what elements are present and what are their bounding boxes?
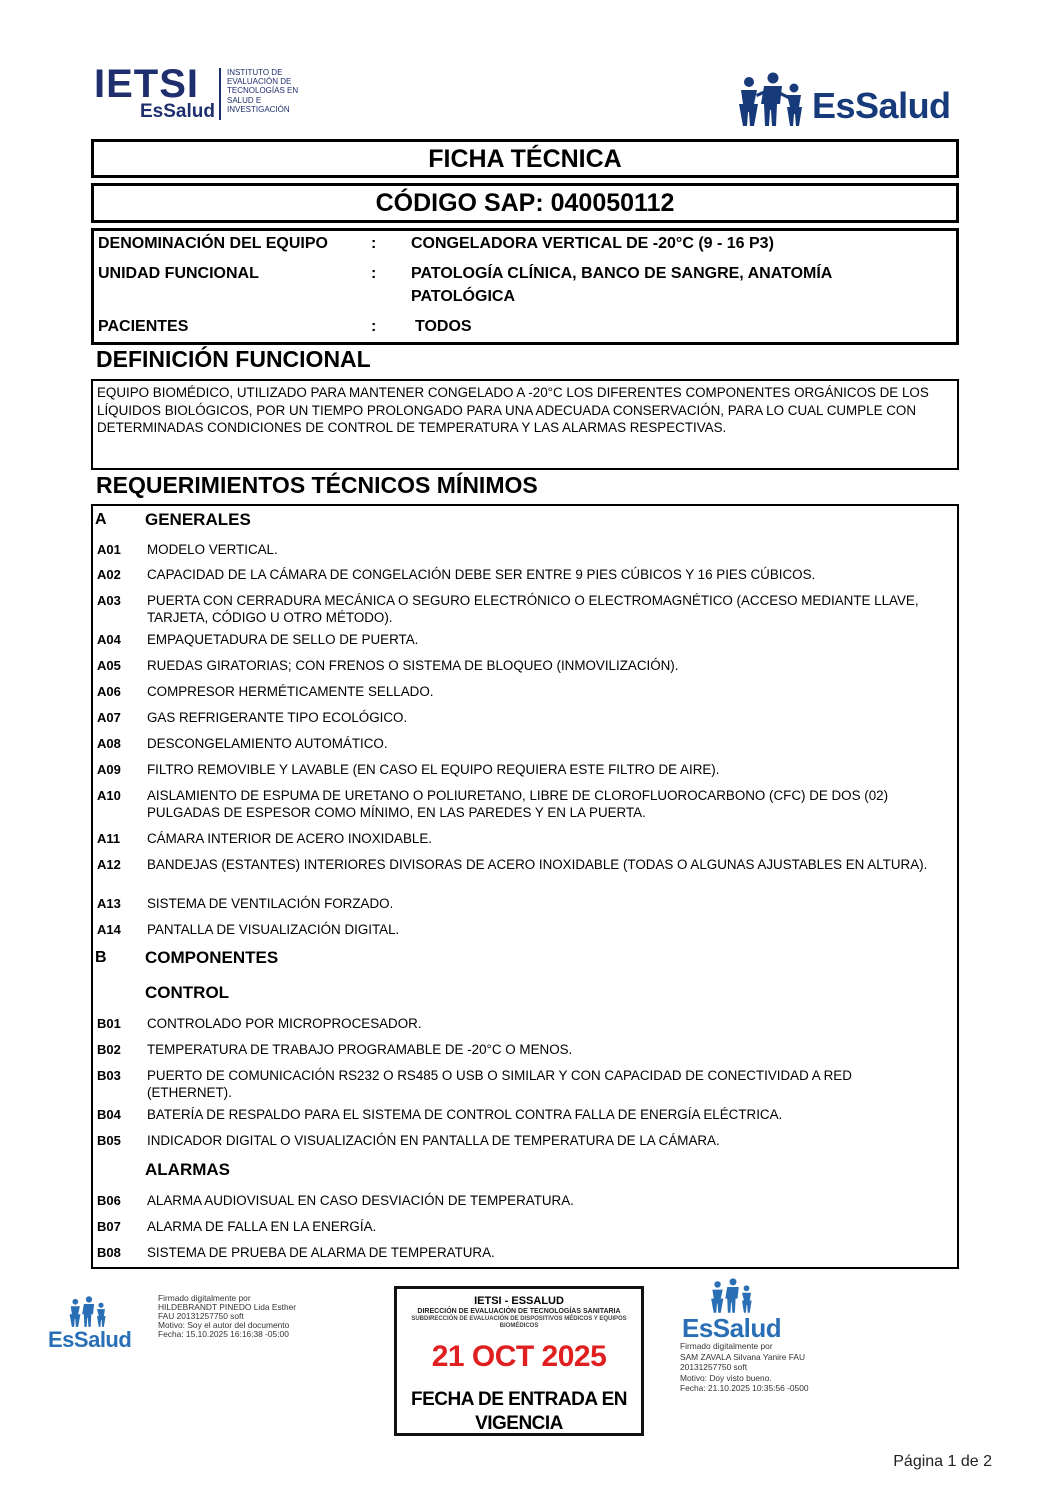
item-code: B04 <box>97 1107 121 1122</box>
family-icon <box>736 72 810 128</box>
digital-signature-right: Firmado digitalmente por SAM ZAVALA Silvana Yanire FAU 20131257750 soft Motivo: Doy visto bueno. Fecha: 21.10.2025 10:35:56 -0500 <box>680 1341 809 1394</box>
page-number: Página 1 de 2 <box>893 1453 992 1470</box>
item-text: CONTROLADO POR MICROPROCESADOR. <box>147 1016 422 1031</box>
equipment-name-value: CONGELADORA VERTICAL DE -20°C (9 - 16 P3) <box>411 235 774 252</box>
ietsi-logo <box>94 64 334 126</box>
identification-box <box>91 228 959 345</box>
functional-definition-text: EQUIPO BIOMÉDICO, UTILIZADO PARA MANTENER CONGELADO A -20°C LOS DIFERENTES COMPONENTES ORGÁNICOS DE LOS LÍQUIDOS BIOLÓGICOS, POR UN TIEMPO PROLONGADO PARA UNA ADECUADA CONSERVACIÓN, PARA LO CUAL CUMPLE CON DETERMINADAS CONDICIONES DE CONTROL DE TEMPERATURA Y LAS ALARMAS RESPECTIVAS. <box>97 385 929 435</box>
item-text: SISTEMA DE VENTILACIÓN FORZADO. <box>147 896 394 911</box>
item-code: A04 <box>97 632 121 647</box>
patients-value: TODOS <box>415 318 472 335</box>
item-text: FILTRO REMOVIBLE Y LAVABLE (EN CASO EL EQUIPO REQUIERA ESTE FILTRO DE AIRE). <box>147 762 720 777</box>
item-code: A06 <box>97 684 121 699</box>
item-text: SISTEMA DE PRUEBA DE ALARMA DE TEMPERATURA. <box>147 1245 495 1260</box>
item-text: TEMPERATURA DE TRABAJO PROGRAMABLE DE -20°C O MENOS. <box>147 1042 573 1057</box>
colon: : <box>371 318 377 335</box>
item-code: A09 <box>97 762 121 777</box>
item-text: INDICADOR DIGITAL O VISUALIZACIÓN EN PANTALLA DE TEMPERATURA DE LA CÁMARA. <box>147 1133 720 1148</box>
item-code: A08 <box>97 736 121 751</box>
item-code: B06 <box>97 1193 121 1208</box>
item-code: B01 <box>97 1016 121 1031</box>
footer-essalud-logo-left <box>48 1296 130 1354</box>
item-code: A12 <box>97 857 121 872</box>
essalud-logo <box>736 72 962 128</box>
item-text: CAPACIDAD DE LA CÁMARA DE CONGELACIÓN DEBE SER ENTRE 9 PIES CÚBICOS Y 16 PIES CÚBICOS. <box>147 567 816 582</box>
item-text: PUERTO DE COMUNICACIÓN RS232 O RS485 O USB O SIMILAR Y CON CAPACIDAD DE CONECTIVIDAD A RED (ETHERNET). <box>147 1068 852 1100</box>
item-code: A07 <box>97 710 121 725</box>
functional-unit-label: UNIDAD FUNCIONAL <box>98 265 259 282</box>
item-text: PANTALLA DE VISUALIZACIÓN DIGITAL. <box>147 922 400 937</box>
category-label: GENERALES <box>145 510 251 529</box>
subcategory-label: ALARMAS <box>145 1160 230 1179</box>
item-code: B03 <box>97 1068 121 1083</box>
item-text: AISLAMIENTO DE ESPUMA DE URETANO O POLIURETANO, LIBRE DE CLOROFLUOROCARBONO (CFC) DE DOS (02) PULGADAS DE ESPESOR COMO MÍNIMO, EN LAS PAREDES Y EN LA PUERTA. <box>147 788 889 820</box>
item-text: ALARMA AUDIOVISUAL EN CASO DESVIACIÓN DE TEMPERATURA. <box>147 1193 574 1208</box>
item-text: EMPAQUETADURA DE SELLO DE PUERTA. <box>147 632 419 647</box>
functional-definition-title: DEFINICIÓN FUNCIONAL <box>96 346 371 372</box>
essalud-logo-text: EsSalud <box>812 85 951 126</box>
footer-logo-text: EsSalud <box>682 1313 782 1343</box>
item-code: A03 <box>97 593 121 608</box>
ietsi-logo-sub: EsSalud <box>140 101 215 122</box>
page-title: FICHA TÉCNICA <box>428 145 622 173</box>
sap-code-box <box>91 183 959 223</box>
footer-logo-text: EsSalud <box>48 1327 132 1352</box>
stamp-subdirection: SUBDIRECCIÓN DE EVALUACIÓN DE DISPOSITIVOS MÉDICOS Y EQUIPOS BIOMÉDICOS <box>411 1316 627 1329</box>
ietsi-logo-text: IETSI <box>94 62 200 106</box>
digital-signature-left: Firmado digitalmente por HILDEBRANDT PINEDO Lida Esther FAU 20131257750 soft Motivo: Soy el autor del documento Fecha: 15.10.2025 16:16:38 -05:00 <box>158 1293 297 1339</box>
family-icon <box>706 1278 760 1314</box>
stamp-date: 21 OCT 2025 <box>431 1340 607 1373</box>
colon: : <box>371 235 377 252</box>
ietsi-logo-description: INSTITUTO DE EVALUACIÓN DE TECNOLOGÍAS EN SALUD E INVESTIGACIÓN <box>227 68 299 114</box>
item-text: DESCONGELAMIENTO AUTOMÁTICO. <box>147 736 388 751</box>
requirements-box <box>91 504 959 1269</box>
stamp-label: FECHA DE ENTRADA EN VIGENCIA <box>410 1389 628 1434</box>
equipment-name-label: DENOMINACIÓN DEL EQUIPO <box>98 235 328 252</box>
category-code: A <box>95 511 107 528</box>
item-code: B08 <box>97 1245 121 1260</box>
item-code: A10 <box>97 788 121 803</box>
item-text: BATERÍA DE RESPALDO PARA EL SISTEMA DE CONTROL CONTRA FALLA DE ENERGÍA ELÉCTRICA. <box>147 1107 783 1122</box>
title-box <box>91 139 959 178</box>
item-text: COMPRESOR HERMÉTICAMENTE SELLADO. <box>147 684 434 699</box>
item-code: B07 <box>97 1219 121 1234</box>
category-code: B <box>95 949 107 966</box>
item-code: B05 <box>97 1133 121 1148</box>
item-code: A05 <box>97 658 121 673</box>
stamp-institution: IETSI - ESSALUD <box>474 1295 564 1307</box>
item-text: BANDEJAS (ESTANTES) INTERIORES DIVISORAS DE ACERO INOXIDABLE (TODAS O ALGUNAS AJUSTABLES EN ALTURA). <box>147 857 928 872</box>
family-icon <box>66 1296 112 1328</box>
colon: : <box>371 265 377 282</box>
item-text: PUERTA CON CERRADURA MECÁNICA O SEGURO ELECTRÓNICO O ELECTROMAGNÉTICO (ACCESO MEDIANTE LLAVE, TARJETA, CÓDIGO U OTRO MÉTODO). <box>147 593 919 625</box>
stamp-direction: DIRECCIÓN DE EVALUACIÓN DE TECNOLOGÍAS SANITARIA <box>417 1308 621 1315</box>
item-code: B02 <box>97 1042 121 1057</box>
item-text: ALARMA DE FALLA EN LA ENERGÍA. <box>147 1219 377 1234</box>
item-text: MODELO VERTICAL. <box>147 542 278 557</box>
item-text: CÁMARA INTERIOR DE ACERO INOXIDABLE. <box>147 831 432 846</box>
item-text: RUEDAS GIRATORIAS; CON FRENOS O SISTEMA DE BLOQUEO (INMOVILIZACIÓN). <box>147 658 679 673</box>
patients-label: PACIENTES <box>98 318 189 335</box>
item-code: A01 <box>97 542 121 557</box>
requirements-title: REQUERIMIENTOS TÉCNICOS MÍNIMOS <box>96 472 538 498</box>
ietsi-logo-divider <box>219 68 221 120</box>
item-code: A11 <box>97 831 121 846</box>
validity-stamp <box>394 1286 644 1436</box>
item-code: A14 <box>97 922 121 937</box>
item-text: GAS REFRIGERANTE TIPO ECOLÓGICO. <box>147 710 408 725</box>
category-label: COMPONENTES <box>145 948 279 967</box>
item-code: A13 <box>97 896 121 911</box>
functional-definition-box <box>91 379 959 470</box>
footer-essalud-logo-right <box>680 1278 790 1342</box>
item-code: A02 <box>97 567 121 582</box>
sap-code: CÓDIGO SAP: 040050112 <box>375 189 675 217</box>
subcategory-label: CONTROL <box>145 983 230 1002</box>
functional-unit-value: PATOLOGÍA CLÍNICA, BANCO DE SANGRE, ANATOMÍA PATOLÓGICA <box>411 265 832 305</box>
